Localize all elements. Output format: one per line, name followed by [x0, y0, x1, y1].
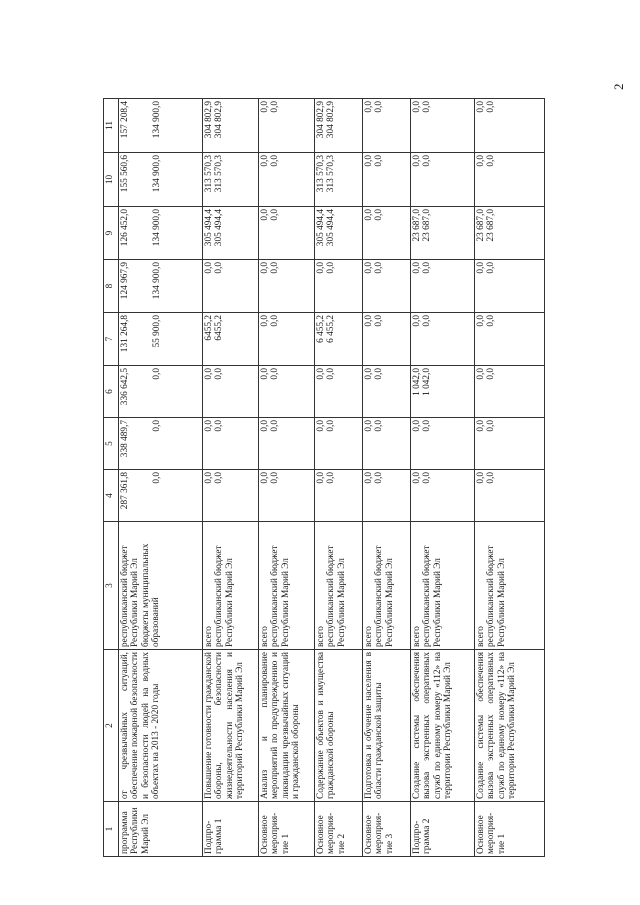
- value-cell: [363, 153, 411, 207]
- value-cell: [203, 366, 259, 418]
- value: 126 452,0: [120, 209, 130, 247]
- value: 0,0: [270, 420, 281, 432]
- value: 0,0: [422, 315, 433, 327]
- value: 0,0: [486, 155, 497, 167]
- value-cell: [315, 260, 363, 313]
- value: 0,0: [374, 155, 385, 167]
- value: 0,0: [374, 420, 385, 432]
- value: 0,0: [270, 472, 281, 484]
- value: 0,0: [364, 420, 374, 432]
- funding-source: всего: [412, 626, 422, 647]
- value: 0,0: [364, 315, 374, 327]
- value: 157 208,4: [120, 101, 130, 139]
- budget-table: [103, 98, 545, 857]
- funding-source: республиканский бюджет Республики Марий Эл: [270, 545, 291, 647]
- value: 338 489,7: [120, 420, 130, 458]
- value: 134 900,0: [152, 101, 163, 139]
- value: 0,0: [260, 262, 270, 274]
- value-cell: [475, 313, 545, 366]
- funding-source-cell: [411, 522, 475, 650]
- value: 0,0: [422, 101, 433, 113]
- value: 0,0: [486, 420, 497, 432]
- value-cell: [259, 366, 315, 418]
- value: 0,0: [364, 368, 374, 380]
- value: 336 642,5: [120, 368, 130, 406]
- value: 0,0: [476, 315, 486, 327]
- value: 0,0: [152, 420, 163, 432]
- value-cell: [203, 207, 259, 260]
- value: 0,0: [364, 472, 374, 484]
- value-cell: [411, 313, 475, 366]
- value-cell: [363, 260, 411, 313]
- value-cell: [475, 470, 545, 522]
- funding-source: бюджеты муниципальных образований: [140, 543, 162, 647]
- page-number: 2: [611, 83, 626, 90]
- value: 0,0: [260, 315, 270, 327]
- header-cell: 4: [104, 470, 119, 522]
- description-cell: Создание системы обеспечения вызова экстренных оперативных служб по единому номеру «112» на территории Республики Марий Эл: [411, 650, 475, 802]
- value: 0,0: [270, 315, 281, 327]
- value-cell: [411, 418, 475, 470]
- value: 0,0: [364, 155, 374, 167]
- value: 0,0: [374, 209, 385, 221]
- value-cell: [119, 313, 203, 366]
- value-cell: [315, 470, 363, 522]
- value: 0,0: [374, 368, 385, 380]
- value-cell: [259, 153, 315, 207]
- funding-source: республиканский бюджет Республики Марий Эл: [486, 545, 507, 647]
- funding-source: республиканский бюджет Республики Марий Эл: [214, 545, 235, 647]
- funding-source-cell: [259, 522, 315, 650]
- value: 0,0: [476, 420, 486, 432]
- funding-source: всего: [316, 626, 326, 647]
- value: 0,0: [486, 315, 497, 327]
- value: 0,0: [486, 472, 497, 484]
- value-cell: [259, 207, 315, 260]
- value: 313 570,3: [204, 155, 214, 193]
- value: 0,0: [260, 472, 270, 484]
- value: 0,0: [422, 420, 433, 432]
- value-cell: [203, 260, 259, 313]
- program-name-cell: Основное мероприя-тие 3: [363, 802, 411, 857]
- value-cell: [119, 366, 203, 418]
- program-name-cell: Основное мероприя-тие 2: [315, 802, 363, 857]
- value-cell: [475, 260, 545, 313]
- table-row: [411, 99, 475, 857]
- value: 0,0: [476, 472, 486, 484]
- rotated-table-container: [103, 99, 594, 857]
- value-cell: [119, 99, 203, 153]
- value-cell: [411, 260, 475, 313]
- value-cell: [475, 99, 545, 153]
- value-cell: [411, 153, 475, 207]
- value-cell: [203, 470, 259, 522]
- value-cell: [363, 207, 411, 260]
- header-cell: 7: [104, 313, 119, 366]
- funding-source: республиканский бюджет Республики Марий Эл: [120, 545, 141, 647]
- value: 0,0: [316, 368, 326, 380]
- value-cell: [315, 313, 363, 366]
- value-cell: [119, 153, 203, 207]
- header-cell: 6: [104, 366, 119, 418]
- value: 0,0: [316, 262, 326, 274]
- value: 0,0: [412, 262, 422, 274]
- program-name-cell: Основное мероприя-тие 1: [259, 802, 315, 857]
- value: 0,0: [412, 472, 422, 484]
- value: 0,0: [214, 262, 225, 274]
- description-cell: Повышение готовности гражданской обороны, безопасности жизнедеятельности населения и территорий Республики Марий Эл: [203, 650, 259, 802]
- value-cell: [411, 99, 475, 153]
- header-cell: 2: [104, 650, 119, 802]
- value: 0,0: [260, 101, 270, 113]
- value: 305 494,4: [204, 209, 214, 247]
- value: 6455,2: [204, 315, 214, 341]
- value: 0,0: [270, 101, 281, 113]
- value: 0,0: [476, 368, 486, 380]
- value-cell: [203, 313, 259, 366]
- funding-source-cell: [363, 522, 411, 650]
- value: 305 494,4: [214, 209, 225, 247]
- header-cell: 3: [104, 522, 119, 650]
- value: 23 687,0: [422, 209, 433, 242]
- value: 0,0: [214, 368, 225, 380]
- value-cell: [411, 470, 475, 522]
- funding-source-cell: [119, 522, 203, 650]
- value-cell: [475, 153, 545, 207]
- value-cell: [363, 99, 411, 153]
- value-cell: [475, 366, 545, 418]
- program-name-cell: программа Республики Марий Эл: [119, 802, 203, 857]
- value-cell: [259, 470, 315, 522]
- funding-source-cell: [315, 522, 363, 650]
- funding-source: всего: [476, 626, 486, 647]
- header-cell: 5: [104, 418, 119, 470]
- value: 0,0: [374, 262, 385, 274]
- funding-source-cell: [203, 522, 259, 650]
- table-row: [475, 99, 545, 857]
- value-cell: [411, 207, 475, 260]
- table-row: [363, 99, 411, 857]
- value: 0,0: [270, 155, 281, 167]
- value: 23 687,0: [412, 209, 422, 242]
- description-cell: Содержание объектов и имущества гражданской обороны: [315, 650, 363, 802]
- value: 313 570,3: [316, 155, 326, 193]
- value-cell: [315, 366, 363, 418]
- value: 0,0: [204, 420, 214, 432]
- value: 304 802,9: [204, 101, 214, 139]
- value: 0,0: [204, 368, 214, 380]
- value: 0,0: [260, 420, 270, 432]
- value: 304 802,9: [316, 101, 326, 139]
- value: 0,0: [486, 262, 497, 274]
- value: 55 900,0: [152, 315, 163, 348]
- value-cell: [315, 418, 363, 470]
- funding-source: всего: [204, 626, 214, 647]
- value: 6455,2: [214, 315, 225, 341]
- value: 0,0: [326, 472, 337, 484]
- value: 0,0: [260, 209, 270, 221]
- value: 0,0: [412, 420, 422, 432]
- value: 6 455,2: [326, 315, 337, 343]
- value: 313 570,3: [326, 155, 337, 193]
- value: 1 042,0: [422, 368, 433, 396]
- value: 0,0: [412, 101, 422, 113]
- value: 0,0: [326, 262, 337, 274]
- value-cell: [315, 99, 363, 153]
- description-cell: Подготовка и обучение населения в области гражданской защиты: [363, 650, 411, 802]
- funding-source: республиканский бюджет Республики Марий Эл: [326, 545, 347, 647]
- value-cell: [475, 207, 545, 260]
- value-cell: [203, 99, 259, 153]
- funding-source: всего: [364, 626, 374, 647]
- value: 305 494,4: [326, 209, 337, 247]
- value-cell: [259, 418, 315, 470]
- value: 155 560,6: [120, 155, 130, 193]
- value: 0,0: [476, 262, 486, 274]
- value-cell: [259, 99, 315, 153]
- value-cell: [363, 418, 411, 470]
- value: 0,0: [270, 368, 281, 380]
- header-cell: 10: [104, 153, 119, 207]
- value-cell: [363, 313, 411, 366]
- value-cell: [411, 366, 475, 418]
- description-cell: Анализ и планирование мероприятий по предупреждению и ликвидации чрезвычайных ситуаций и гражданской обороны: [259, 650, 315, 802]
- value: 304 802,9: [326, 101, 337, 139]
- funding-source-cell: [475, 522, 545, 650]
- value-cell: [259, 260, 315, 313]
- table-row: [259, 99, 315, 857]
- value: 0,0: [316, 420, 326, 432]
- value-cell: [119, 418, 203, 470]
- value: 0,0: [270, 262, 281, 274]
- value: 23 687,0: [486, 209, 497, 242]
- table-row: [203, 99, 259, 857]
- table-row: [119, 99, 203, 857]
- header-cell: 9: [104, 207, 119, 260]
- value: 0,0: [374, 315, 385, 327]
- value: 0,0: [412, 315, 422, 327]
- value: 1 042,0: [412, 368, 422, 396]
- value: 0,0: [486, 368, 497, 380]
- value: 0,0: [152, 472, 163, 484]
- value: 0,0: [374, 101, 385, 113]
- description-cell: от чрезвычайных ситуаций, обеспечение пожарной безопасности и безопасности людей на водных объектах на 2013 - 2020 годы: [119, 650, 203, 802]
- value: 0,0: [260, 155, 270, 167]
- value: 0,0: [326, 420, 337, 432]
- value: 0,0: [270, 209, 281, 221]
- value: 0,0: [476, 101, 486, 113]
- value: 0,0: [364, 209, 374, 221]
- program-name-cell: Основное мероприя-тие 1: [475, 802, 545, 857]
- value: 124 967,9: [120, 262, 130, 300]
- value: 0,0: [204, 472, 214, 484]
- value: 0,0: [422, 155, 433, 167]
- value: 131 264,8: [120, 315, 130, 353]
- value-cell: [315, 207, 363, 260]
- value: 0,0: [422, 262, 433, 274]
- header-cell: 11: [104, 99, 119, 153]
- value: 0,0: [316, 472, 326, 484]
- funding-source: республиканский бюджет Республики Марий Эл: [374, 545, 395, 647]
- value: 0,0: [326, 368, 337, 380]
- value: 0,0: [412, 155, 422, 167]
- value: 6 455,2: [316, 315, 326, 343]
- value-cell: [363, 366, 411, 418]
- value: 0,0: [214, 472, 225, 484]
- program-name-cell: Подпро-грамма 1: [203, 802, 259, 857]
- description-cell: Создание системы обеспечения вызова экстренных оперативных служб по единому номеру «112» на территории Республики Марий Эл: [475, 650, 545, 802]
- value: 0,0: [152, 368, 163, 380]
- funding-source: всего: [260, 626, 270, 647]
- value: 0,0: [476, 155, 486, 167]
- value: 134 900,0: [152, 155, 163, 193]
- value: 304 802,9: [214, 101, 225, 139]
- value: 287 361,8: [120, 472, 130, 510]
- value: 0,0: [486, 101, 497, 113]
- value-cell: [119, 470, 203, 522]
- program-name-cell: Подпро-грамма 2: [411, 802, 475, 857]
- value-cell: [475, 418, 545, 470]
- header-cell: 8: [104, 260, 119, 313]
- value-cell: [203, 418, 259, 470]
- value-cell: [119, 260, 203, 313]
- value: 0,0: [364, 262, 374, 274]
- value-cell: [315, 153, 363, 207]
- value: 0,0: [214, 420, 225, 432]
- value: 0,0: [374, 472, 385, 484]
- funding-source: республиканский бюджет Республики Марий Эл: [422, 545, 443, 647]
- value: 134 900,0: [152, 262, 163, 300]
- value: 0,0: [364, 101, 374, 113]
- header-row: [104, 99, 119, 857]
- value: 134 900,0: [152, 209, 163, 247]
- value-cell: [363, 470, 411, 522]
- value: 305 494,4: [316, 209, 326, 247]
- value-cell: [119, 207, 203, 260]
- value-cell: [203, 153, 259, 207]
- value: 0,0: [260, 368, 270, 380]
- value: 0,0: [204, 262, 214, 274]
- value-cell: [259, 313, 315, 366]
- table-row: [315, 99, 363, 857]
- header-cell: 1: [104, 802, 119, 857]
- value: 313 570,3: [214, 155, 225, 193]
- value: 23 687,0: [476, 209, 486, 242]
- value: 0,0: [422, 472, 433, 484]
